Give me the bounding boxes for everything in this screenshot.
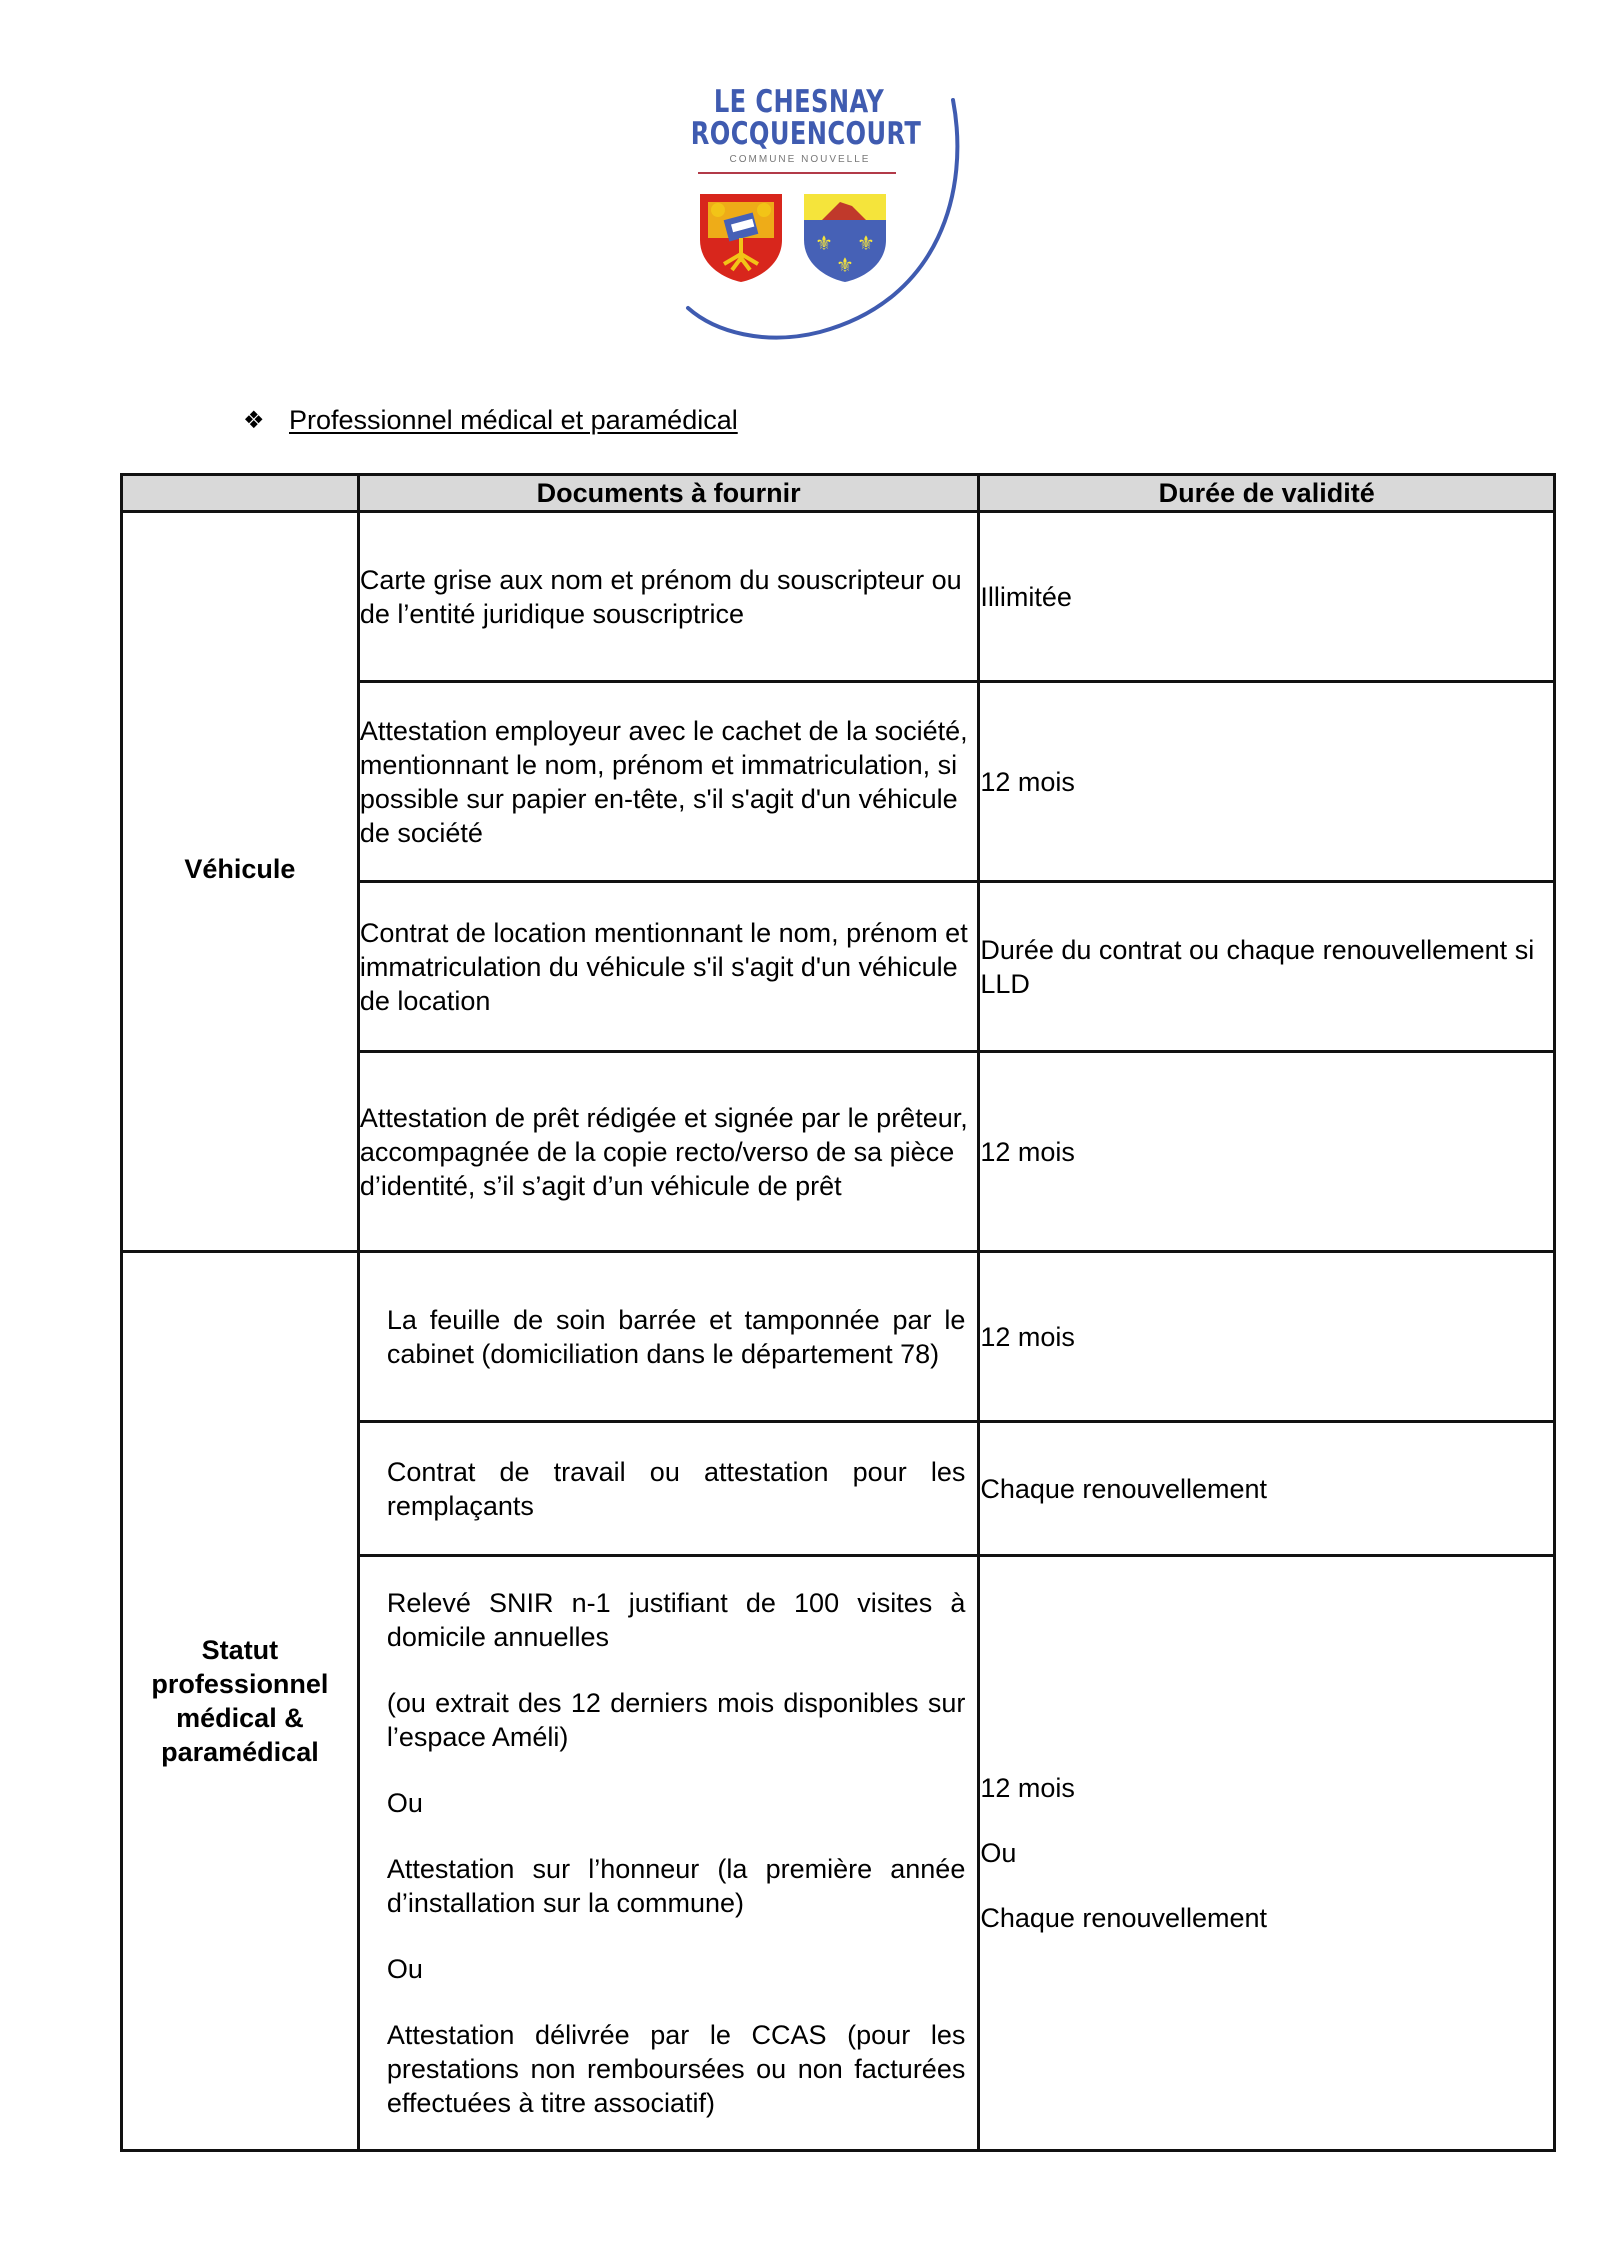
section-title: Professionnel médical et paramédical [289,405,738,435]
svg-text:⚜: ⚜ [815,231,833,255]
logo-title-line2: ROCQUENCOURT [690,116,922,152]
validity-cell: 12 mois Ou Chaque renouvellement [979,1556,1555,2151]
document-cell: Contrat de location mentionnant le nom, prénom et immatriculation du véhicule s'il s'agit d'un véhicule de location [358,882,979,1052]
category-statut-professionnel: Statut professionnel médical & paramédical [122,1252,359,2151]
document-cell: Contrat de travail ou attestation pour les remplaçants [358,1422,979,1556]
diamond-bullet-icon: ❖ [243,406,265,434]
header-category [122,475,359,512]
logo-title-line1: LE CHESNAY [713,84,885,120]
document-cell: Relevé SNIR n-1 justifiant de 100 visites à domicile annuelles (ou extrait des 12 derniers mois disponibles sur l’espace Améli) Ou Attestation sur l’honneur (la première année d’installation sur la commune) Ou Attestation délivrée par le CCAS (pour les prestations non remboursées ou non facturées effectuées à titre associatif) [358,1556,979,2151]
documents-table [120,473,1556,2152]
document-cell: Carte grise aux nom et prénom du souscripteur ou de l’entité juridique souscriptrice [358,512,979,682]
validity-cell: Chaque renouvellement [979,1422,1555,1556]
logo-subtitle: COMMUNE NOUVELLE [729,154,871,165]
document-cell: Attestation employeur avec le cachet de la société, mentionnant le nom, prénom et immatriculation, si possible sur papier en-tête, s'il s'agit d'un véhicule de société [358,682,979,882]
header-documents: Documents à fournir [358,475,979,512]
validity-cell: Durée du contrat ou chaque renouvellement si LLD [979,882,1555,1052]
validity-cell: 12 mois [979,1052,1555,1252]
validity-cell: 12 mois [979,682,1555,882]
category-vehicule: Véhicule [122,512,359,1252]
document-cell: Attestation de prêt rédigée et signée par le prêteur, accompagnée de la copie recto/verso de sa pièce d’identité, s’il s’agit d’un véhicule de prêt [358,1052,979,1252]
coat-of-arms-le-chesnay-icon [698,192,784,284]
svg-text:⚜: ⚜ [857,231,875,255]
table-row [122,512,1555,682]
document-cell: La feuille de soin barrée et tamponnée par le cabinet (domiciliation dans le département 78) [358,1252,979,1422]
municipality-logo [670,70,960,350]
table-header-row [122,475,1555,512]
section-heading [243,405,738,436]
validity-cell: Illimitée [979,512,1555,682]
validity-cell: 12 mois [979,1252,1555,1422]
table-row [122,1252,1555,1422]
svg-text:⚜: ⚜ [836,253,854,277]
logo-divider [698,172,896,174]
coat-of-arms-rocquencourt-icon [802,192,888,284]
header-validity: Durée de validité [979,475,1555,512]
